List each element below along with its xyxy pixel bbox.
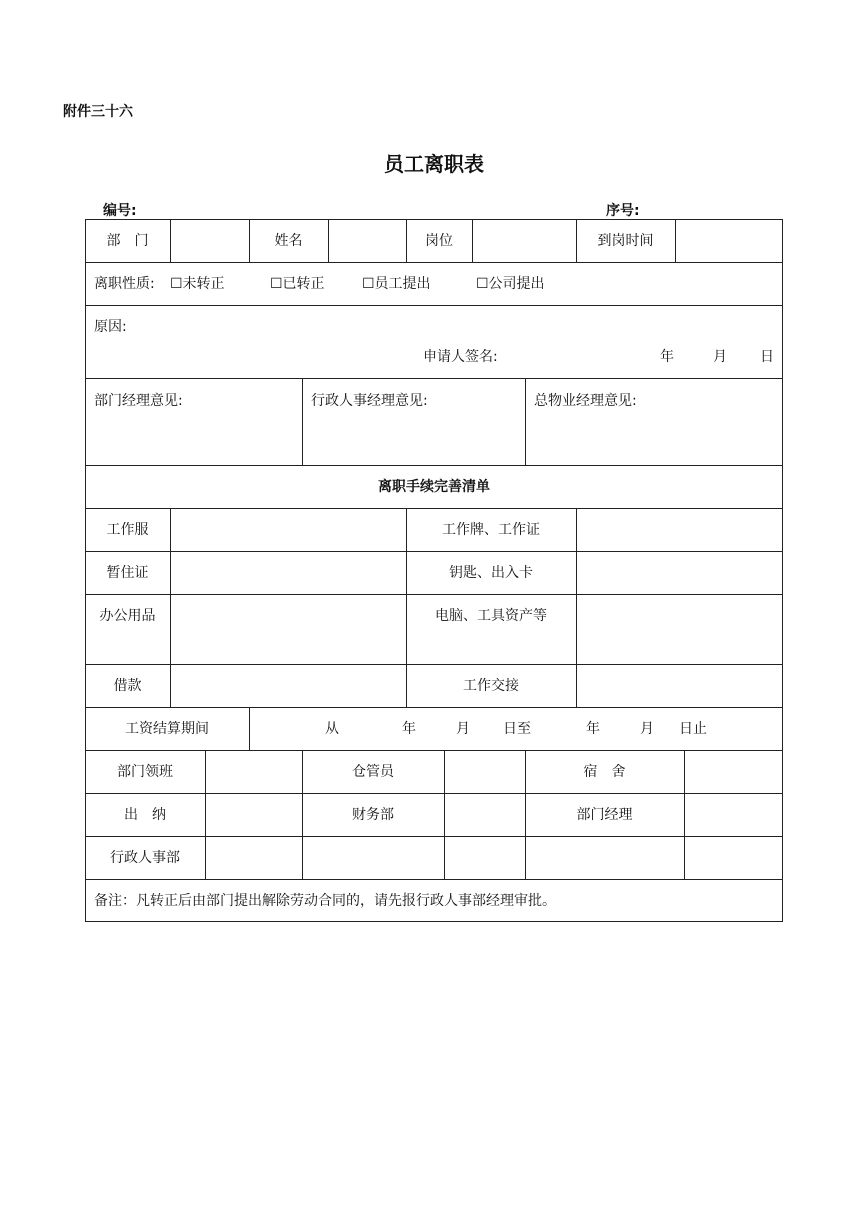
serial-label: 序号:: [606, 203, 640, 219]
row-divider: [85, 378, 783, 379]
sign-dormitory: 宿 舍: [583, 764, 626, 780]
row-divider: [85, 508, 783, 509]
number-label: 编号:: [103, 203, 137, 219]
col-divider: [170, 508, 171, 707]
salary-year: 年: [402, 721, 416, 737]
row-divider: [85, 465, 783, 466]
nature-option-probation[interactable]: ☐未转正: [170, 276, 225, 292]
dept-manager-opinion: 部门经理意见:: [94, 393, 183, 409]
col-divider: [472, 219, 473, 262]
item-keys: 钥匙、出入卡: [449, 565, 533, 581]
row-divider: [85, 707, 783, 708]
col-divider: [444, 750, 445, 879]
salary-day-end: 日止: [679, 721, 707, 737]
item-uniform: 工作服: [106, 522, 149, 538]
form-title: 员工离职表: [384, 152, 484, 176]
sign-cashier: 出 纳: [124, 807, 166, 823]
col-divider: [675, 219, 676, 262]
row-divider: [85, 664, 783, 665]
nature-label: 离职性质:: [94, 276, 155, 292]
item-office-supplies: 办公用品: [99, 608, 156, 624]
col-divider: [170, 219, 171, 262]
row-divider: [85, 836, 783, 837]
hr-manager-opinion: 行政人事经理意见:: [311, 393, 428, 409]
col-divider: [205, 750, 206, 879]
row-divider: [85, 305, 783, 306]
row-divider: [85, 793, 783, 794]
sign-warehouse: 仓管员: [352, 764, 394, 780]
item-loan: 借款: [113, 678, 142, 694]
signature-label: 申请人签名:: [423, 349, 498, 365]
dept-label: 部 门: [106, 233, 149, 249]
sign-dept-foreman: 部门领班: [117, 764, 173, 780]
reason-label: 原因:: [94, 319, 127, 335]
nature-option-company[interactable]: ☐公司提出: [476, 276, 545, 292]
row-divider: [85, 594, 783, 595]
item-computer: 电脑、工具资产等: [435, 608, 547, 624]
checklist-title: 离职手续完善清单: [378, 479, 490, 495]
row-divider: [85, 879, 783, 880]
col-divider: [684, 750, 685, 879]
salary-month: 月: [456, 721, 470, 737]
start-date-label: 到岗时间: [597, 233, 654, 249]
item-badge: 工作牌、工作证: [442, 522, 540, 538]
item-residence-permit: 暂住证: [106, 565, 149, 581]
salary-from: 从: [325, 721, 339, 737]
nature-option-regular[interactable]: ☐已转正: [270, 276, 325, 292]
sign-finance: 财务部: [352, 807, 394, 823]
sign-hr-dept: 行政人事部: [110, 850, 180, 866]
day-label: 日: [760, 349, 774, 365]
item-handover: 工作交接: [463, 678, 519, 694]
name-label: 姓名: [274, 233, 303, 249]
col-divider: [328, 219, 329, 262]
salary-period-label: 工资结算期间: [125, 721, 209, 737]
salary-year-end: 年: [586, 721, 600, 737]
post-label: 岗位: [425, 233, 453, 249]
attachment-label: 附件三十六: [63, 104, 133, 120]
year-label: 年: [660, 349, 674, 365]
row-divider: [85, 262, 783, 263]
col-divider: [525, 378, 526, 465]
month-label: 月: [713, 349, 727, 365]
remark: 备注：凡转正后由部门提出解除劳动合同的，请先报行政人事部经理审批。: [94, 893, 556, 909]
row-divider: [85, 750, 783, 751]
col-divider: [302, 378, 303, 465]
row-divider: [85, 551, 783, 552]
sign-dept-manager: 部门经理: [576, 807, 633, 823]
col-divider: [249, 707, 250, 750]
salary-month-end: 月: [640, 721, 654, 737]
gm-opinion: 总物业经理意见:: [534, 393, 637, 409]
salary-day-to: 日至: [503, 721, 531, 737]
col-divider: [576, 508, 577, 707]
nature-option-employee[interactable]: ☐员工提出: [362, 276, 431, 292]
